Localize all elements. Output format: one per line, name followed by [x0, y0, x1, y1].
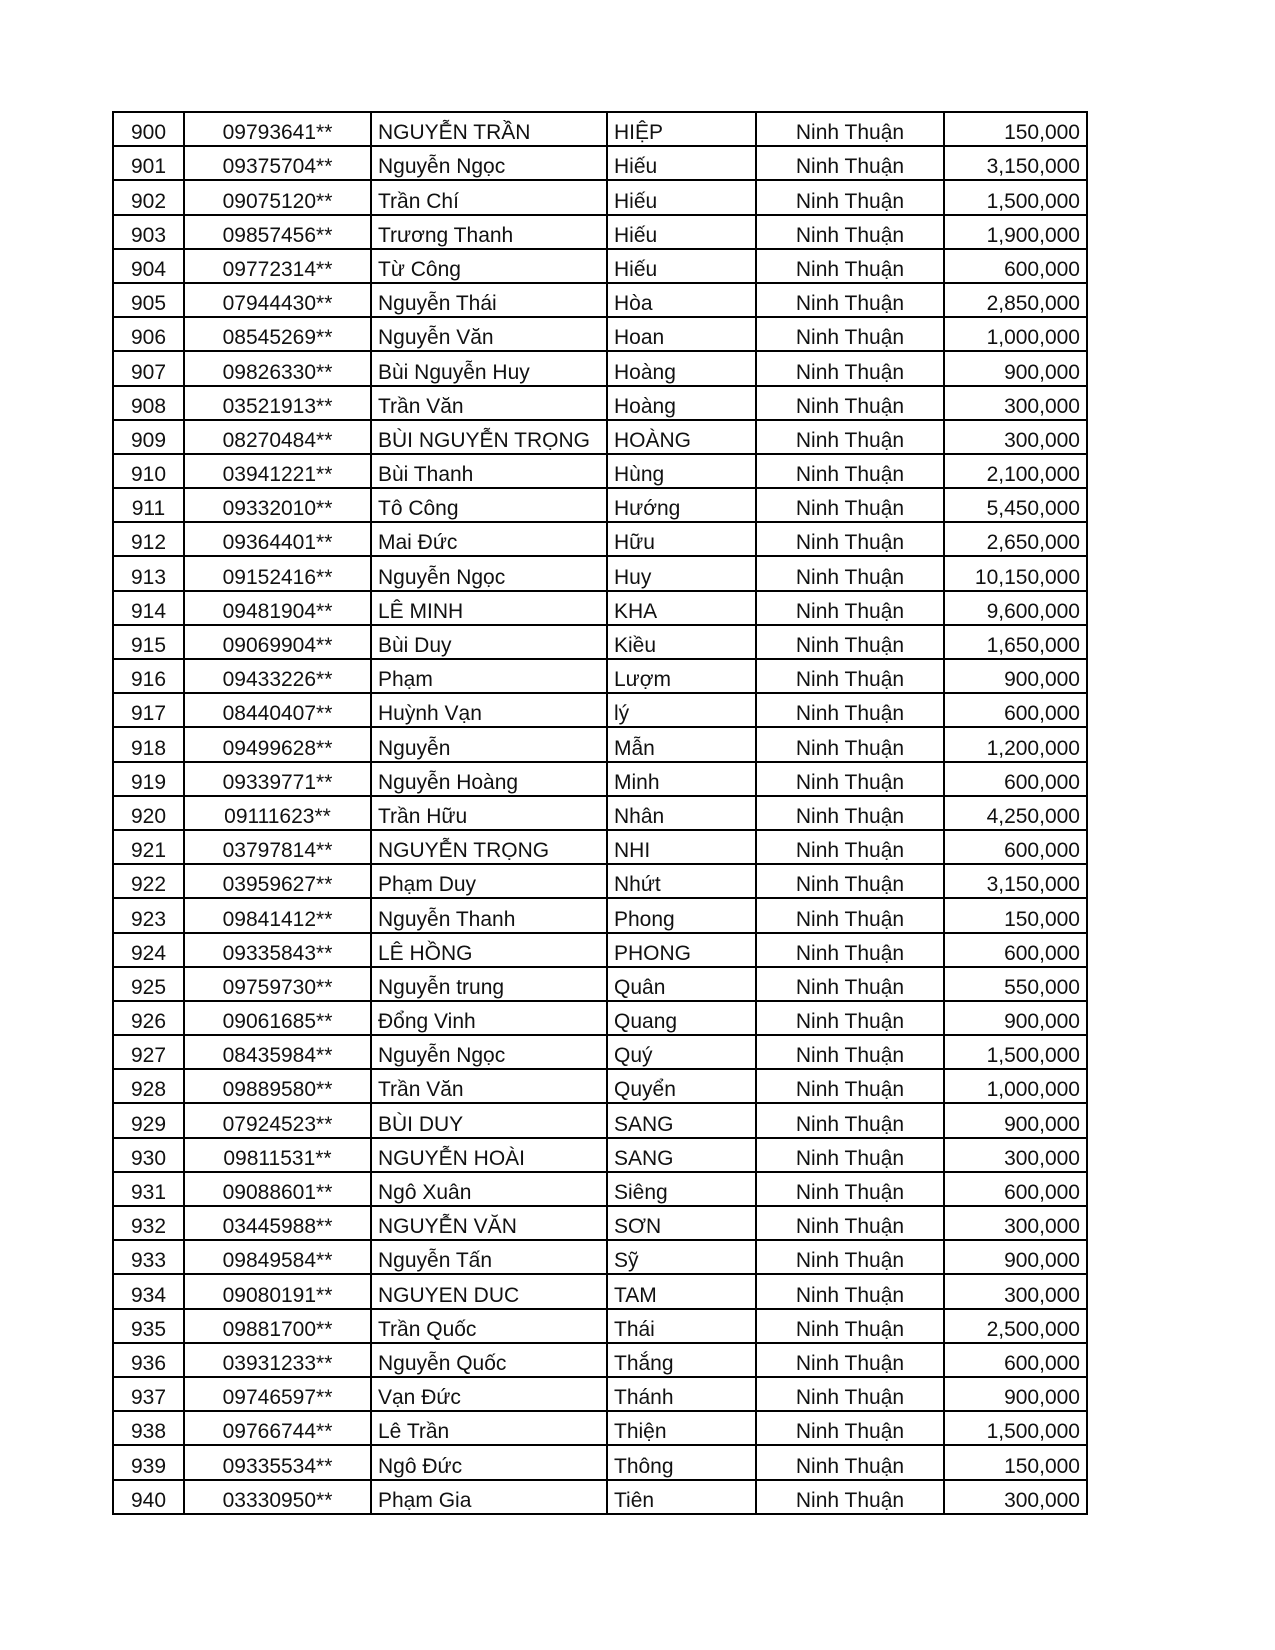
amount-cell: 4,250,000	[944, 796, 1087, 830]
surname-cell: NGUYỄN HOÀI	[371, 1138, 607, 1172]
phone-cell: 09481904**	[184, 591, 371, 625]
given-name-cell: Thông	[607, 1445, 756, 1479]
given-name-cell: Minh	[607, 762, 756, 796]
amount-cell: 300,000	[944, 1480, 1087, 1514]
phone-cell: 09061685**	[184, 1001, 371, 1035]
province-cell: Ninh Thuận	[756, 625, 944, 659]
phone-cell: 09826330**	[184, 351, 371, 385]
row-number-cell: 937	[113, 1377, 184, 1411]
row-number-cell: 917	[113, 693, 184, 727]
table-row	[113, 317, 1087, 351]
given-name-cell: Mẫn	[607, 727, 756, 761]
province-cell: Ninh Thuận	[756, 454, 944, 488]
given-name-cell: Hùng	[607, 454, 756, 488]
given-name-cell: NHI	[607, 830, 756, 864]
phone-cell: 09772314**	[184, 249, 371, 283]
phone-cell: 09881700**	[184, 1309, 371, 1343]
province-cell: Ninh Thuận	[756, 1309, 944, 1343]
given-name-cell: Siêng	[607, 1172, 756, 1206]
given-name-cell: Hướng	[607, 488, 756, 522]
table-row	[113, 1138, 1087, 1172]
surname-cell: Nguyễn Quốc	[371, 1343, 607, 1377]
phone-cell: 03521913**	[184, 386, 371, 420]
phone-cell: 09088601**	[184, 1172, 371, 1206]
row-number-cell: 918	[113, 727, 184, 761]
province-cell: Ninh Thuận	[756, 180, 944, 214]
surname-cell: Trần Chí	[371, 180, 607, 214]
phone-cell: 09889580**	[184, 1069, 371, 1103]
row-number-cell: 936	[113, 1343, 184, 1377]
table-row	[113, 146, 1087, 180]
amount-cell: 1,500,000	[944, 1035, 1087, 1069]
province-cell: Ninh Thuận	[756, 933, 944, 967]
phone-cell: 09375704**	[184, 146, 371, 180]
phone-cell: 09339771**	[184, 762, 371, 796]
row-number-cell: 927	[113, 1035, 184, 1069]
amount-cell: 600,000	[944, 830, 1087, 864]
phone-cell: 09746597**	[184, 1377, 371, 1411]
province-cell: Ninh Thuận	[756, 1103, 944, 1137]
table-row	[113, 1069, 1087, 1103]
row-number-cell: 935	[113, 1309, 184, 1343]
surname-cell: Nguyễn Văn	[371, 317, 607, 351]
province-cell: Ninh Thuận	[756, 591, 944, 625]
given-name-cell: Tiên	[607, 1480, 756, 1514]
phone-cell: 09080191**	[184, 1274, 371, 1308]
surname-cell: Ngô Đức	[371, 1445, 607, 1479]
amount-cell: 900,000	[944, 351, 1087, 385]
phone-cell: 09759730**	[184, 967, 371, 1001]
table-row	[113, 386, 1087, 420]
phone-cell: 09152416**	[184, 556, 371, 590]
table-row	[113, 727, 1087, 761]
surname-cell: LÊ MINH	[371, 591, 607, 625]
amount-cell: 3,150,000	[944, 864, 1087, 898]
table-row	[113, 1377, 1087, 1411]
amount-cell: 2,650,000	[944, 522, 1087, 556]
amount-cell: 1,500,000	[944, 1411, 1087, 1445]
amount-cell: 600,000	[944, 693, 1087, 727]
phone-cell: 08270484**	[184, 420, 371, 454]
surname-cell: Nguyễn trung	[371, 967, 607, 1001]
table-row	[113, 1274, 1087, 1308]
row-number-cell: 911	[113, 488, 184, 522]
table-row	[113, 830, 1087, 864]
row-number-cell: 932	[113, 1206, 184, 1240]
table-row	[113, 1445, 1087, 1479]
phone-cell: 09811531**	[184, 1138, 371, 1172]
given-name-cell: Quân	[607, 967, 756, 1001]
amount-cell: 600,000	[944, 249, 1087, 283]
row-number-cell: 939	[113, 1445, 184, 1479]
amount-cell: 3,150,000	[944, 146, 1087, 180]
province-cell: Ninh Thuận	[756, 693, 944, 727]
amount-cell: 900,000	[944, 1377, 1087, 1411]
row-number-cell: 933	[113, 1240, 184, 1274]
row-number-cell: 904	[113, 249, 184, 283]
surname-cell: Nguyễn Thái	[371, 283, 607, 317]
phone-cell: 03959627**	[184, 864, 371, 898]
table-row	[113, 1240, 1087, 1274]
given-name-cell: HOÀNG	[607, 420, 756, 454]
surname-cell: Nguyễn Ngọc	[371, 146, 607, 180]
phone-cell: 09499628**	[184, 727, 371, 761]
given-name-cell: Quyển	[607, 1069, 756, 1103]
row-number-cell: 922	[113, 864, 184, 898]
table-row	[113, 249, 1087, 283]
given-name-cell: Quý	[607, 1035, 756, 1069]
row-number-cell: 919	[113, 762, 184, 796]
given-name-cell: Hiếu	[607, 180, 756, 214]
given-name-cell: Hiếu	[607, 249, 756, 283]
table-row	[113, 1343, 1087, 1377]
table-body	[113, 112, 1087, 1514]
phone-cell: 09111623**	[184, 796, 371, 830]
table-row	[113, 283, 1087, 317]
phone-cell: 08545269**	[184, 317, 371, 351]
province-cell: Ninh Thuận	[756, 1411, 944, 1445]
row-number-cell: 901	[113, 146, 184, 180]
amount-cell: 1,500,000	[944, 180, 1087, 214]
surname-cell: Vạn Đức	[371, 1377, 607, 1411]
surname-cell: NGUYỄN VĂN	[371, 1206, 607, 1240]
amount-cell: 600,000	[944, 762, 1087, 796]
table-row	[113, 1480, 1087, 1514]
surname-cell: Mai Đức	[371, 522, 607, 556]
table-row	[113, 1206, 1087, 1240]
surname-cell: NGUYEN DUC	[371, 1274, 607, 1308]
given-name-cell: Phong	[607, 898, 756, 932]
table-row	[113, 796, 1087, 830]
given-name-cell: Hiếu	[607, 146, 756, 180]
given-name-cell: Lượm	[607, 659, 756, 693]
given-name-cell: Hoan	[607, 317, 756, 351]
row-number-cell: 902	[113, 180, 184, 214]
province-cell: Ninh Thuận	[756, 351, 944, 385]
phone-cell: 09849584**	[184, 1240, 371, 1274]
amount-cell: 1,900,000	[944, 215, 1087, 249]
row-number-cell: 934	[113, 1274, 184, 1308]
row-number-cell: 925	[113, 967, 184, 1001]
province-cell: Ninh Thuận	[756, 967, 944, 1001]
surname-cell: Nguyễn Ngọc	[371, 556, 607, 590]
phone-cell: 09069904**	[184, 625, 371, 659]
phone-cell: 09841412**	[184, 898, 371, 932]
table-row	[113, 1001, 1087, 1035]
province-cell: Ninh Thuận	[756, 215, 944, 249]
province-cell: Ninh Thuận	[756, 522, 944, 556]
amount-cell: 2,850,000	[944, 283, 1087, 317]
row-number-cell: 929	[113, 1103, 184, 1137]
row-number-cell: 923	[113, 898, 184, 932]
row-number-cell: 910	[113, 454, 184, 488]
phone-cell: 07924523**	[184, 1103, 371, 1137]
row-number-cell: 940	[113, 1480, 184, 1514]
surname-cell: Nguyễn Ngọc	[371, 1035, 607, 1069]
given-name-cell: Thiện	[607, 1411, 756, 1445]
row-number-cell: 907	[113, 351, 184, 385]
province-cell: Ninh Thuận	[756, 898, 944, 932]
given-name-cell: Thắng	[607, 1343, 756, 1377]
province-cell: Ninh Thuận	[756, 1035, 944, 1069]
recipient-table	[112, 111, 1088, 1515]
table-row	[113, 898, 1087, 932]
amount-cell: 2,100,000	[944, 454, 1087, 488]
given-name-cell: TAM	[607, 1274, 756, 1308]
phone-cell: 03797814**	[184, 830, 371, 864]
amount-cell: 10,150,000	[944, 556, 1087, 590]
surname-cell: Đổng Vinh	[371, 1001, 607, 1035]
surname-cell: Nguyễn	[371, 727, 607, 761]
row-number-cell: 909	[113, 420, 184, 454]
table-row	[113, 864, 1087, 898]
amount-cell: 550,000	[944, 967, 1087, 1001]
surname-cell: BÙI DUY	[371, 1103, 607, 1137]
surname-cell: Bùi Thanh	[371, 454, 607, 488]
given-name-cell: Kiều	[607, 625, 756, 659]
surname-cell: Trần Văn	[371, 386, 607, 420]
table-row	[113, 1309, 1087, 1343]
surname-cell: Lê Trần	[371, 1411, 607, 1445]
given-name-cell: HIỆP	[607, 112, 756, 146]
province-cell: Ninh Thuận	[756, 1274, 944, 1308]
surname-cell: Phạm Duy	[371, 864, 607, 898]
given-name-cell: lý	[607, 693, 756, 727]
row-number-cell: 924	[113, 933, 184, 967]
phone-cell: 09433226**	[184, 659, 371, 693]
surname-cell: Tô Công	[371, 488, 607, 522]
table-row	[113, 351, 1087, 385]
province-cell: Ninh Thuận	[756, 796, 944, 830]
surname-cell: Nguyễn Thanh	[371, 898, 607, 932]
surname-cell: Trương Thanh	[371, 215, 607, 249]
phone-cell: 09332010**	[184, 488, 371, 522]
surname-cell: Trần Văn	[371, 1069, 607, 1103]
surname-cell: Trần Quốc	[371, 1309, 607, 1343]
row-number-cell: 914	[113, 591, 184, 625]
province-cell: Ninh Thuận	[756, 1343, 944, 1377]
phone-cell: 09793641**	[184, 112, 371, 146]
province-cell: Ninh Thuận	[756, 112, 944, 146]
phone-cell: 09335843**	[184, 933, 371, 967]
province-cell: Ninh Thuận	[756, 1172, 944, 1206]
surname-cell: Huỳnh Vạn	[371, 693, 607, 727]
given-name-cell: Nhứt	[607, 864, 756, 898]
province-cell: Ninh Thuận	[756, 864, 944, 898]
amount-cell: 150,000	[944, 1445, 1087, 1479]
table-row	[113, 1035, 1087, 1069]
table-row	[113, 659, 1087, 693]
row-number-cell: 908	[113, 386, 184, 420]
given-name-cell: KHA	[607, 591, 756, 625]
given-name-cell: Hiếu	[607, 215, 756, 249]
given-name-cell: SƠN	[607, 1206, 756, 1240]
given-name-cell: SANG	[607, 1138, 756, 1172]
province-cell: Ninh Thuận	[756, 1001, 944, 1035]
province-cell: Ninh Thuận	[756, 488, 944, 522]
phone-cell: 09364401**	[184, 522, 371, 556]
row-number-cell: 930	[113, 1138, 184, 1172]
row-number-cell: 928	[113, 1069, 184, 1103]
phone-cell: 08440407**	[184, 693, 371, 727]
table-row	[113, 1103, 1087, 1137]
table-row	[113, 693, 1087, 727]
amount-cell: 150,000	[944, 898, 1087, 932]
given-name-cell: Hữu	[607, 522, 756, 556]
amount-cell: 300,000	[944, 420, 1087, 454]
surname-cell: Phạm	[371, 659, 607, 693]
surname-cell: Từ Công	[371, 249, 607, 283]
province-cell: Ninh Thuận	[756, 1445, 944, 1479]
province-cell: Ninh Thuận	[756, 386, 944, 420]
row-number-cell: 905	[113, 283, 184, 317]
province-cell: Ninh Thuận	[756, 1480, 944, 1514]
given-name-cell: Thái	[607, 1309, 756, 1343]
phone-cell: 03330950**	[184, 1480, 371, 1514]
surname-cell: Ngô Xuân	[371, 1172, 607, 1206]
surname-cell: Nguyễn Tấn	[371, 1240, 607, 1274]
surname-cell: BÙI NGUYỄN TRỌNG	[371, 420, 607, 454]
phone-cell: 09335534**	[184, 1445, 371, 1479]
table-row	[113, 488, 1087, 522]
amount-cell: 600,000	[944, 1343, 1087, 1377]
table-row	[113, 591, 1087, 625]
surname-cell: LÊ HỒNG	[371, 933, 607, 967]
amount-cell: 900,000	[944, 1103, 1087, 1137]
row-number-cell: 903	[113, 215, 184, 249]
given-name-cell: PHONG	[607, 933, 756, 967]
row-number-cell: 900	[113, 112, 184, 146]
amount-cell: 300,000	[944, 1206, 1087, 1240]
table-row	[113, 556, 1087, 590]
given-name-cell: Sỹ	[607, 1240, 756, 1274]
province-cell: Ninh Thuận	[756, 1377, 944, 1411]
amount-cell: 150,000	[944, 112, 1087, 146]
given-name-cell: Huy	[607, 556, 756, 590]
given-name-cell: Thánh	[607, 1377, 756, 1411]
province-cell: Ninh Thuận	[756, 249, 944, 283]
phone-cell: 09766744**	[184, 1411, 371, 1445]
amount-cell: 600,000	[944, 933, 1087, 967]
surname-cell: Phạm Gia	[371, 1480, 607, 1514]
row-number-cell: 906	[113, 317, 184, 351]
province-cell: Ninh Thuận	[756, 1206, 944, 1240]
row-number-cell: 915	[113, 625, 184, 659]
province-cell: Ninh Thuận	[756, 659, 944, 693]
table-row	[113, 1172, 1087, 1206]
province-cell: Ninh Thuận	[756, 727, 944, 761]
table-row	[113, 933, 1087, 967]
phone-cell: 08435984**	[184, 1035, 371, 1069]
given-name-cell: Hòa	[607, 283, 756, 317]
amount-cell: 9,600,000	[944, 591, 1087, 625]
table-row	[113, 215, 1087, 249]
province-cell: Ninh Thuận	[756, 762, 944, 796]
amount-cell: 300,000	[944, 1274, 1087, 1308]
phone-cell: 07944430**	[184, 283, 371, 317]
province-cell: Ninh Thuận	[756, 420, 944, 454]
given-name-cell: Hoàng	[607, 386, 756, 420]
amount-cell: 900,000	[944, 1240, 1087, 1274]
province-cell: Ninh Thuận	[756, 1069, 944, 1103]
amount-cell: 5,450,000	[944, 488, 1087, 522]
amount-cell: 900,000	[944, 659, 1087, 693]
table-row	[113, 420, 1087, 454]
row-number-cell: 912	[113, 522, 184, 556]
row-number-cell: 921	[113, 830, 184, 864]
phone-cell: 03445988**	[184, 1206, 371, 1240]
province-cell: Ninh Thuận	[756, 317, 944, 351]
given-name-cell: Quang	[607, 1001, 756, 1035]
surname-cell: Trần Hữu	[371, 796, 607, 830]
table-row	[113, 180, 1087, 214]
phone-cell: 03941221**	[184, 454, 371, 488]
phone-cell: 03931233**	[184, 1343, 371, 1377]
amount-cell: 300,000	[944, 386, 1087, 420]
given-name-cell: Nhân	[607, 796, 756, 830]
province-cell: Ninh Thuận	[756, 1138, 944, 1172]
amount-cell: 1,000,000	[944, 1069, 1087, 1103]
table-row	[113, 112, 1087, 146]
table-row	[113, 762, 1087, 796]
amount-cell: 600,000	[944, 1172, 1087, 1206]
province-cell: Ninh Thuận	[756, 1240, 944, 1274]
surname-cell: Bùi Nguyễn Huy	[371, 351, 607, 385]
row-number-cell: 920	[113, 796, 184, 830]
amount-cell: 1,200,000	[944, 727, 1087, 761]
province-cell: Ninh Thuận	[756, 830, 944, 864]
row-number-cell: 938	[113, 1411, 184, 1445]
amount-cell: 1,650,000	[944, 625, 1087, 659]
phone-cell: 09075120**	[184, 180, 371, 214]
row-number-cell: 913	[113, 556, 184, 590]
province-cell: Ninh Thuận	[756, 146, 944, 180]
row-number-cell: 926	[113, 1001, 184, 1035]
table-row	[113, 625, 1087, 659]
surname-cell: Bùi Duy	[371, 625, 607, 659]
row-number-cell: 916	[113, 659, 184, 693]
surname-cell: Nguyễn Hoàng	[371, 762, 607, 796]
table-row	[113, 1411, 1087, 1445]
surname-cell: NGUYỄN TRỌNG	[371, 830, 607, 864]
table-row	[113, 967, 1087, 1001]
phone-cell: 09857456**	[184, 215, 371, 249]
province-cell: Ninh Thuận	[756, 283, 944, 317]
table-row	[113, 454, 1087, 488]
given-name-cell: SANG	[607, 1103, 756, 1137]
surname-cell: NGUYỄN TRẦN	[371, 112, 607, 146]
given-name-cell: Hoàng	[607, 351, 756, 385]
amount-cell: 2,500,000	[944, 1309, 1087, 1343]
province-cell: Ninh Thuận	[756, 556, 944, 590]
table-row	[113, 522, 1087, 556]
amount-cell: 1,000,000	[944, 317, 1087, 351]
amount-cell: 900,000	[944, 1001, 1087, 1035]
amount-cell: 300,000	[944, 1138, 1087, 1172]
row-number-cell: 931	[113, 1172, 184, 1206]
